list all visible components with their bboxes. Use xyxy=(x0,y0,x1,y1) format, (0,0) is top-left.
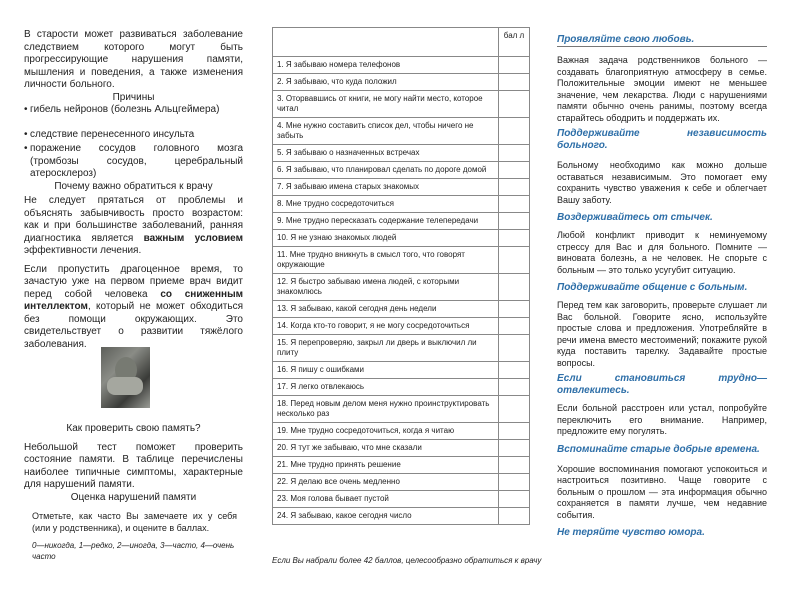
why-title: Почему важно обратиться к врачу xyxy=(54,180,213,192)
score-cell[interactable] xyxy=(499,145,530,162)
table-row xyxy=(273,491,530,508)
question-cell: 16. Я пишу с ошибками xyxy=(273,362,499,379)
left-column xyxy=(24,29,243,351)
score-cell[interactable] xyxy=(499,423,530,440)
table-row xyxy=(273,57,530,74)
question-cell: 12. Я быстро забываю имена людей, с которыми знакомлюсь xyxy=(273,274,499,301)
score-cell[interactable] xyxy=(499,474,530,491)
question-cell: 22. Я делаю все очень медленно xyxy=(273,474,499,491)
question-cell: 19. Мне трудно сосредоточиться, когда я читаю xyxy=(273,423,499,440)
section-text: Любой конфликт приводит к неминуемому стрессу для Вас и для больного. Помните — виновата болезнь, а не человек. Не спорьте с больным — это только усугубит ситуацию. xyxy=(557,230,767,275)
table-row xyxy=(273,118,530,145)
elderly-person-photo xyxy=(101,347,150,408)
table-header-question xyxy=(273,28,499,57)
table-row xyxy=(273,318,530,335)
table-row xyxy=(273,196,530,213)
table-row xyxy=(273,213,530,230)
score-cell[interactable] xyxy=(499,196,530,213)
score-cell[interactable] xyxy=(499,230,530,247)
table-row xyxy=(273,301,530,318)
score-cell[interactable] xyxy=(499,491,530,508)
score-cell[interactable] xyxy=(499,335,530,362)
intro-text: В старости может развиваться заболевание следствием которого могут быть прогрессирующие нарушения памяти, мышления и поведения, а также изменения личности больного. xyxy=(24,29,243,90)
section-title: Если становиться трудно— отвлекитесь. xyxy=(557,373,767,396)
question-cell: 5. Я забываю о назначенных встречах xyxy=(273,145,499,162)
score-cell[interactable] xyxy=(499,118,530,145)
check-text: Небольшой тест поможет проверить состояние памяти. В таблице перечислены наиболее типичные симптомы, характерные для нарушений памяти. xyxy=(24,441,243,490)
score-cell[interactable] xyxy=(499,457,530,474)
question-cell: 9. Мне трудно пересказать содержание телепередачи xyxy=(273,213,499,230)
table-row xyxy=(273,362,530,379)
table-row xyxy=(273,508,530,525)
question-cell: 15. Я перепроверяю, закрыл ли дверь и выключил ли плиту xyxy=(273,335,499,362)
score-cell[interactable] xyxy=(499,247,530,274)
question-cell: 14. Когда кто-то говорит, я не могу сосредоточиться xyxy=(273,318,499,335)
question-cell: 4. Мне нужно составить список дел, чтобы ничего не забыть xyxy=(273,118,499,145)
score-cell[interactable] xyxy=(499,91,530,118)
table-header-row xyxy=(273,28,530,57)
table-row xyxy=(273,230,530,247)
scale-legend: 0—никогда, 1—редко, 2—иногда, 3—часто, 4—очень часто xyxy=(32,541,235,561)
table-row xyxy=(273,145,530,162)
question-cell: 23. Моя голова бывает пустой xyxy=(273,491,499,508)
score-cell[interactable] xyxy=(499,301,530,318)
check-title: Как проверить свою память? xyxy=(66,423,201,434)
assess-text: Отметьте, как часто Вы замечаете их у себя (или у родственника), и оцените в баллах. xyxy=(32,511,237,533)
score-footnote: Если Вы набрали более 42 баллов, целесообразно обратиться к врачу xyxy=(272,556,542,565)
memory-test-table xyxy=(272,27,530,525)
question-cell: 20. Я тут же забываю, что мне сказали xyxy=(273,440,499,457)
question-cell: 24. Я забываю, какое сегодня число xyxy=(273,508,499,525)
question-cell: 7. Я забываю имена старых знакомых xyxy=(273,179,499,196)
check-section xyxy=(24,423,243,562)
section-text: Хорошие воспоминания помогают успокоиться и настроиться позитивно. Чаще говорите с больным о прошлом — эта информация обычно сохраняется в памяти лучше, чем недавние события. xyxy=(557,463,767,520)
table-row xyxy=(273,379,530,396)
question-cell: 18. Перед новым делом меня нужно проинструктировать несколько раз xyxy=(273,396,499,423)
table-row xyxy=(273,247,530,274)
causes-title: Причины xyxy=(112,91,155,103)
section-title: Поддерживайте независимость больного. xyxy=(557,128,767,151)
question-cell: 13. Я забываю, какой сегодня день недели xyxy=(273,301,499,318)
assess-title: Оценка нарушений памяти xyxy=(70,491,197,503)
section-text: Перед тем как заговорить, проверьте слушает ли Вас больной. Говорите ясно, используйте простые слова и предложения. Употребляйте в речи имена вместо местоимений; покажите рукой куда поставить тарелку. Задавайте простые вопросы. xyxy=(557,300,767,368)
why-text-2: Если пропустить драгоценное время, то зачастую уже на первом приеме врач видит перед собой человека со сниженным интеллектом, который не может обходиться без помощи окружающих. Это свидетельствует о развитии тяжёлого заболевания. xyxy=(24,263,244,350)
score-cell[interactable] xyxy=(499,162,530,179)
table-row xyxy=(273,91,530,118)
question-cell: 10. Я не узнаю знакомых людей xyxy=(273,230,499,247)
score-cell[interactable] xyxy=(499,396,530,423)
table-row xyxy=(273,162,530,179)
score-cell[interactable] xyxy=(499,508,530,525)
table-row xyxy=(273,179,530,196)
table-row xyxy=(273,474,530,491)
cause-item: • поражение сосудов головного мозга (тромбозы сосудов, церебральный атеросклероз) xyxy=(24,143,243,181)
table-row xyxy=(273,423,530,440)
cause-item: • гибель нейронов (болезнь Альцгеймера) xyxy=(24,104,243,117)
question-cell: 21. Мне трудно принять решение xyxy=(273,457,499,474)
question-cell: 1. Я забываю номера телефонов xyxy=(273,57,499,74)
section-title: Вспоминайте старые добрые времена. xyxy=(557,443,760,455)
section-text: Если больной расстроен или устал, попробуйте переключить его внимание. Например, предложите ему погулять. xyxy=(557,403,767,436)
why-text-1: Не следует прятаться от проблемы и объяснять забывчивость просто возрастом: как и при большинстве заболеваний, ранняя диагностика является важным условием эффективности лечения. xyxy=(24,195,243,256)
section-title: Воздерживайтесь от стычек. xyxy=(557,212,713,223)
table-row xyxy=(273,396,530,423)
score-cell[interactable] xyxy=(499,440,530,457)
cause-item: • следствие перенесенного инсульта xyxy=(24,129,243,142)
table-row xyxy=(273,274,530,301)
score-cell[interactable] xyxy=(499,179,530,196)
score-cell[interactable] xyxy=(499,213,530,230)
score-cell[interactable] xyxy=(499,74,530,91)
section-text: Важная задача родственников больного — создавать благоприятную атмосферу в семье. Положительные эмоции имеют не меньшее значение, чем лекарства. Люди с нарушениями памяти обычно очень ранимы, поэтому всегда старайтесь ободрить и поддержать их. xyxy=(557,55,767,123)
question-cell: 8. Мне трудно сосредоточиться xyxy=(273,196,499,213)
score-cell[interactable] xyxy=(499,318,530,335)
table-row xyxy=(273,335,530,362)
section-title: Не теряйте чувство юмора. xyxy=(557,527,705,538)
table-header-score: бал л xyxy=(499,28,530,57)
table-row xyxy=(273,440,530,457)
question-cell: 17. Я легко отвлекаюсь xyxy=(273,379,499,396)
score-cell[interactable] xyxy=(499,274,530,301)
right-column xyxy=(557,34,767,539)
table-row xyxy=(273,457,530,474)
score-cell[interactable] xyxy=(499,362,530,379)
question-cell: 3. Оторвавшись от книги, не могу найти место, которое читал xyxy=(273,91,499,118)
section-title: Поддерживайте общение с больным. xyxy=(557,282,748,293)
section-title: Проявляйте свою любовь. xyxy=(557,34,767,47)
question-cell: 6. Я забываю, что планировал сделать по дороге домой xyxy=(273,162,499,179)
table-row xyxy=(273,74,530,91)
question-cell: 11. Мне трудно вникнуть в смысл того, что говорят окружающие xyxy=(273,247,499,274)
score-cell[interactable] xyxy=(499,379,530,396)
section-text: Больному необходимо как можно дольше оставаться независимым. Это помогает ему сохранить чувство уважения к себе и облегчает Вашу заботу. xyxy=(557,160,767,205)
question-cell: 2. Я забываю, что куда положил xyxy=(273,74,499,91)
score-cell[interactable] xyxy=(499,57,530,74)
